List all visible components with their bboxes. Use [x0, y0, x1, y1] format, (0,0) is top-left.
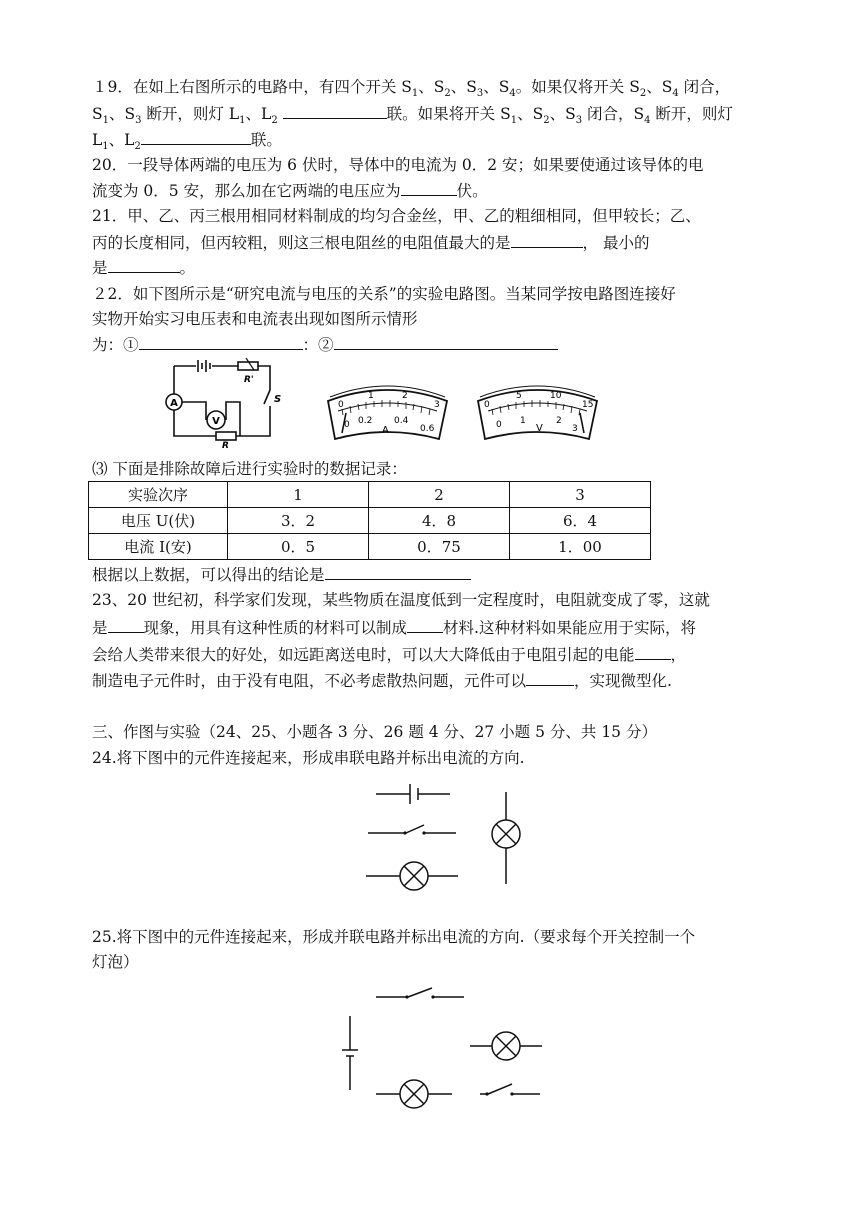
svg-text:0: 0 — [344, 420, 350, 430]
svg-text:2: 2 — [556, 416, 562, 426]
voltmeter-dial — [470, 383, 605, 445]
q22-line-5: 根据以上数据，可以得出的结论是 — [92, 563, 471, 586]
q23-line-1: 23、20 世纪初，科学家们发现，某些物质在温度低到一定程度时，电阻就变成了零，这就 — [92, 591, 710, 609]
answer-blank[interactable] — [139, 333, 303, 350]
lamp-icon — [400, 1080, 428, 1108]
svg-text:0: 0 — [484, 400, 490, 410]
answer-blank[interactable] — [108, 616, 144, 633]
switch-contact-dot — [405, 995, 408, 998]
svg-text:S: S — [274, 394, 282, 405]
q22-line-4: ⑶ 下面是排除故障后进行实验时的数据记录： — [92, 460, 407, 478]
svg-text:A: A — [170, 398, 178, 409]
answer-blank[interactable] — [325, 563, 471, 580]
switch-contact-dot — [485, 1092, 488, 1095]
svg-text:R': R' — [244, 375, 254, 385]
ammeter-dial — [320, 383, 455, 445]
svg-text:3: 3 — [434, 400, 440, 410]
answer-blank[interactable] — [407, 616, 443, 633]
table-row: 电压 U(伏) 3．2 4．8 6．4 — [89, 508, 651, 534]
svg-text:5: 5 — [516, 391, 522, 401]
q24-line-1: 24.将下图中的元件连接起来，形成串联电路并标出电流的方向. — [92, 749, 525, 767]
q20-line-1: 20．一段导体两端的电压为 6 伏时，导体中的电流为 0．2 安；如果要使通过该导体的电 — [92, 156, 704, 174]
svg-text:0: 0 — [496, 420, 502, 430]
q22-line-2: 实物开始实习电压表和电流表出现如图所示情形 — [92, 310, 418, 328]
section-3-title: 三、作图与实验（24、25、小题各 3 分、26 题 4 分、27 小题 5 分、共 15 分） — [92, 723, 657, 741]
svg-text:0: 0 — [338, 400, 344, 410]
switch-contact-dot — [431, 995, 434, 998]
switch-contact-dot — [510, 1092, 513, 1095]
answer-blank[interactable] — [635, 643, 671, 660]
table-header-row: 实验次序 1 2 3 — [89, 482, 651, 508]
svg-text:V: V — [212, 416, 220, 427]
answer-blank[interactable] — [401, 179, 457, 196]
q25-line-2: 灯泡） — [92, 953, 139, 971]
lamp-icon — [492, 1032, 520, 1060]
q23-line-3: 会给人类带来很大的好处，如远距离送电时，可以大大降低由于电阻引起的电能 ， — [92, 643, 686, 666]
svg-text:0.2: 0.2 — [358, 416, 373, 426]
svg-text:R: R — [222, 441, 229, 448]
q21-line-2: 丙的长度相同，但丙较粗，则这三根电阻丝的电阻值最大的是 ， 最小的 — [92, 231, 649, 254]
answer-blank[interactable] — [108, 256, 180, 273]
q22-line-1: ２2．如下图所示是“研究电流与电压的关系”的实验电路图。当某同学按电路图连接好 — [92, 285, 676, 303]
q20-line-2: 流变为 0．5 安，那么加在它两端的电压应为 伏。 — [92, 179, 488, 202]
svg-text:10: 10 — [550, 391, 562, 401]
switch-contact-dot — [422, 831, 425, 834]
q21-line-1: 21．甲、乙、丙三根用相同材料制成的均匀合金丝，甲、乙的粗细相同，但甲较长；乙、 — [92, 207, 701, 225]
battery-terminal-dot — [403, 831, 406, 834]
q19-line-3: $L_1$、$L_2$ 联。 — [92, 128, 282, 158]
q22-line-3: 为：① ：② — [92, 333, 558, 356]
q19-line-2: $S_1$、$S_3$ 断开，则灯 $L_1$、$L_2$ 联。如果将开关 $S_1$、$S_2$、$S_3$ 闭合，$S_4$ 断开，则灯 — [92, 102, 733, 132]
svg-text:0.6: 0.6 — [420, 424, 435, 434]
q25-parallel-circuit-components — [330, 982, 550, 1114]
q23-line-4: 制造电子元件时，由于没有电阻，不必考虑散热问题，元件可以 ，实现微型化. — [92, 669, 672, 692]
lamp-icon — [492, 820, 520, 848]
svg-text:3: 3 — [572, 424, 578, 434]
svg-text:1: 1 — [368, 391, 374, 401]
answer-blank[interactable] — [526, 669, 574, 686]
answer-blank[interactable] — [334, 333, 558, 350]
svg-text:V: V — [536, 423, 543, 434]
answer-blank[interactable] — [511, 231, 583, 248]
svg-text:0.4: 0.4 — [394, 416, 409, 426]
q23-line-2: 是 现象，用具有这种性质的材料可以制成 材料.这种材料如果能应用于实际，将 — [92, 616, 696, 639]
lamp-icon — [400, 862, 428, 890]
q24-series-circuit-components — [360, 776, 530, 892]
experiment-circuit-diagram — [160, 356, 290, 448]
answer-blank[interactable] — [141, 128, 251, 145]
q21-line-3: 是 。 — [92, 256, 195, 279]
table-row: 电流 I(安) 0．5 0．75 1．00 — [89, 534, 651, 560]
svg-text:15: 15 — [582, 400, 594, 410]
svg-text:2: 2 — [402, 391, 408, 401]
data-table — [88, 481, 651, 560]
answer-blank[interactable] — [283, 102, 387, 119]
svg-text:1: 1 — [520, 416, 526, 426]
svg-text:A: A — [382, 425, 389, 436]
q25-line-1: 25.将下图中的元件连接起来，形成并联电路并标出电流的方向.（要求每个开关控制一个 — [92, 928, 696, 946]
q19-line-1: １9．在如上右图所示的电路中，有四个开关 $S_1$、$S_2$、$S_3$、$S_4$。如果仅将开关 $S_2$、$S_4$ 闭合， — [92, 78, 731, 100]
